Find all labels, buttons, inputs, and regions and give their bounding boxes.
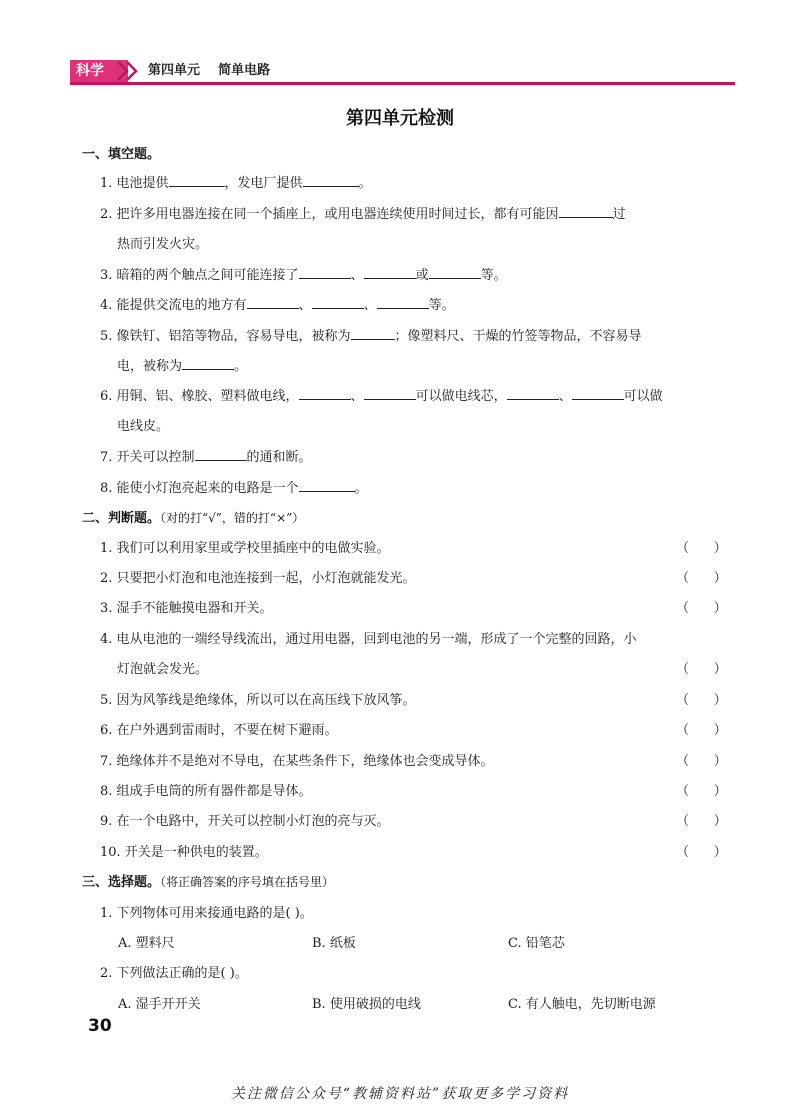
- unit-title: 第四单元 简单电路: [148, 63, 271, 78]
- question-1-2-cont: 热而引发火灾。: [117, 237, 209, 252]
- answer-blank[interactable]: [195, 446, 247, 461]
- answer-blank[interactable]: [312, 294, 364, 309]
- answer-blank[interactable]: [299, 385, 351, 400]
- tf-item: 6. 在户外遇到雷雨时，不要在树下避雨。: [100, 723, 338, 738]
- section-heading-fill-blank: 一、填空题。: [82, 147, 161, 162]
- tf-item: 9. 在一个电路中，开关可以控制小灯泡的亮与灭。: [100, 814, 390, 829]
- mc-option-c[interactable]: C. 铅笔芯: [508, 936, 565, 951]
- double-chevron-icon: [114, 58, 144, 84]
- answer-blank[interactable]: [559, 203, 613, 218]
- mc-question-1: 1. 下列物体可用来接通电路的是( )。: [100, 906, 313, 921]
- tf-item: 1. 我们可以利用家里或学校里插座中的电做实验。: [100, 541, 390, 556]
- question-1-2: 2. 把许多用电器连接在同一个插座上，或用电器连续使用时间过长，都有可能因 过: [100, 203, 626, 222]
- answer-parens[interactable]: （ ）: [676, 754, 727, 769]
- answer-blank[interactable]: [364, 385, 416, 400]
- question-1-1: 1. 电池提供 ，发电厂提供 。: [100, 172, 372, 191]
- section-heading-true-false: 二、判断题。（对的打“√”，错的打“×”）: [82, 511, 305, 526]
- page-title: 第四单元检测: [346, 108, 454, 129]
- tf-item: 10. 开关是一种供电的装置。: [100, 845, 268, 860]
- answer-blank[interactable]: [299, 477, 355, 492]
- answer-parens[interactable]: （ ）: [676, 814, 727, 829]
- answer-blank[interactable]: [299, 264, 351, 279]
- answer-blank[interactable]: [169, 172, 225, 187]
- answer-blank[interactable]: [507, 385, 559, 400]
- tf-item: 8. 组成手电筒的所有器件都是导体。: [100, 784, 312, 799]
- answer-parens[interactable]: （ ）: [676, 723, 727, 738]
- answer-parens[interactable]: （ ）: [676, 693, 727, 708]
- answer-blank[interactable]: [247, 294, 299, 309]
- question-1-4: 4. 能提供交流电的地方有 、 、 等。: [100, 294, 455, 313]
- answer-parens[interactable]: （ ）: [676, 845, 727, 860]
- answer-blank[interactable]: [364, 264, 416, 279]
- subject-tag: 科学: [70, 60, 128, 82]
- question-1-5: 5. 像铁钉、铝箔等物品，容易导电，被称为 ；像塑料尺、干燥的竹签等物品，不容易导: [100, 325, 642, 344]
- mc-option-c[interactable]: C. 有人触电，先切断电源: [508, 997, 656, 1012]
- answer-parens[interactable]: （ ）: [676, 601, 727, 616]
- tf-item: 3. 湿手不能触摸电器和开关。: [100, 601, 273, 616]
- answer-blank[interactable]: [572, 385, 624, 400]
- answer-blank[interactable]: [429, 264, 481, 279]
- mc-option-b[interactable]: B. 使用破损的电线: [312, 997, 421, 1012]
- footer-note: 关注微信公众号“教辅资料站”获取更多学习资料: [230, 1086, 570, 1102]
- question-1-6-cont: 电线皮。: [117, 419, 170, 434]
- answer-blank[interactable]: [303, 172, 359, 187]
- mc-option-a[interactable]: A. 湿手开开关: [118, 997, 201, 1012]
- question-1-3: 3. 暗箱的两个触点之间可能连接了 、 或 等。: [100, 264, 507, 283]
- tf-item-cont: 灯泡就会发光。: [117, 662, 209, 677]
- tf-item: 2. 只要把小灯泡和电池连接到一起，小灯泡就能发光。: [100, 571, 416, 586]
- answer-parens[interactable]: （ ）: [676, 784, 727, 799]
- answer-blank[interactable]: [377, 294, 429, 309]
- mc-option-b[interactable]: B. 纸板: [312, 936, 356, 951]
- tf-item: 5. 因为风筝线是绝缘体，所以可以在高压线下放风筝。: [100, 693, 416, 708]
- answer-parens[interactable]: （ ）: [676, 662, 727, 677]
- mc-question-2: 2. 下列做法正确的是( )。: [100, 966, 248, 981]
- tf-item: 4. 电从电池的一端经导线流出，通过用电器，回到电池的另一端，形成了一个完整的回路，小: [100, 632, 637, 647]
- question-1-7: 7. 开关可以控制 的通和断。: [100, 446, 312, 465]
- answer-parens[interactable]: （ ）: [676, 571, 727, 586]
- question-1-5-cont: 电，被称为 。: [117, 355, 247, 374]
- question-1-8: 8. 能使小灯泡亮起来的电路是一个 。: [100, 477, 368, 496]
- tf-item: 7. 绝缘体并不是绝对不导电，在某些条件下，绝缘体也会变成导体。: [100, 754, 494, 769]
- answer-blank[interactable]: [182, 355, 234, 370]
- answer-blank[interactable]: [351, 325, 395, 340]
- mc-option-a[interactable]: A. 塑料尺: [118, 936, 175, 951]
- question-1-6: 6. 用铜、铝、橡胶、塑料做电线， 、 可以做电线芯， 、 可以做: [100, 385, 663, 404]
- answer-parens[interactable]: （ ）: [676, 541, 727, 556]
- page-number: 30: [88, 1016, 112, 1036]
- section-heading-multiple-choice: 三、选择题。（将正确答案的序号填在括号里）: [82, 875, 335, 890]
